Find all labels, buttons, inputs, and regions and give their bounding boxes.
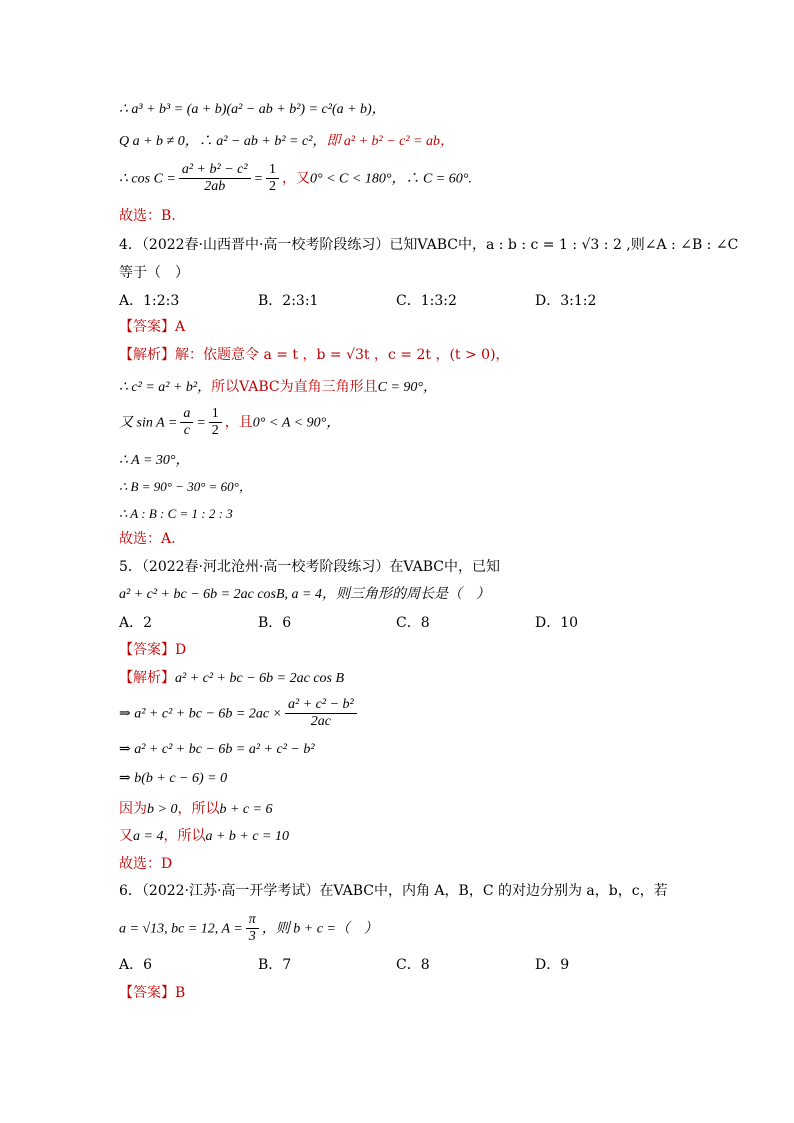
sol3-equals: =: [253, 171, 264, 187]
q4-sin-half-den: 2: [211, 423, 219, 438]
q4-stem-line1: 4．（2022春·山西晋中·高一校考阶段练习）已知VABC中，a : b : c = 1 : √3 : 2 ,则∠A : ∠B : ∠C: [119, 237, 739, 253]
sol3-fraction-num: a² + b² − c²: [179, 162, 251, 179]
sol3-cos-label: ∴ cos C =: [119, 171, 176, 187]
q5-option-b: B．6: [258, 615, 292, 631]
q4-sin-half-num: 1: [209, 406, 222, 423]
sol3-again: ，又: [282, 170, 311, 187]
q4-analysis-line5: ∴ B = 90° − 30° = 60°，: [119, 479, 252, 494]
q4-option-a: A．1:2:3: [119, 293, 180, 309]
q6-angle-fraction-num: π: [246, 912, 259, 929]
q4-sin-fraction: [180, 406, 193, 439]
q5-analysis-line6: [119, 827, 289, 846]
q6-ask: ，则 b + c =（ ）: [261, 921, 378, 937]
q6-option-b: B．7: [258, 957, 292, 973]
q5-because: 因为: [119, 801, 147, 817]
sol3-line2-math: Q a + b ≠ 0，∴ a² − ab + b² = c²，: [119, 134, 327, 149]
sol3-range: 0° < C < 180°，∴ C = 60°.: [310, 171, 472, 187]
q6-option-d: D．9: [535, 957, 570, 973]
q4-answer: 【答案】A: [119, 319, 186, 335]
q4-analysis-line2-red: 所以VABC为直角三角形且: [211, 379, 378, 395]
sol3-half: [266, 162, 279, 195]
q5-analysis-line3: ⇒ a² + c² + bc − 6b = a² + c² − b²: [119, 742, 315, 757]
q5-so: ，所以: [177, 801, 220, 817]
q5-choice: 故选：D: [119, 856, 173, 872]
sol3-line2-red: 即 a² + b² − c² = ab，: [326, 134, 455, 149]
q5-a-value: a = 4: [133, 829, 164, 844]
q5-perimeter: a + b + c = 10: [205, 829, 290, 844]
q4-analysis-line6: ∴ A : B : C = 1 : 2 : 3: [119, 506, 233, 521]
q6-stem-line1: 6．（2022·江苏·高一开学考试）在VABC中，内角 A，B，C 的对边分别为 a，b，c，若: [119, 883, 668, 899]
q5-analysis-label: 【解析】: [119, 670, 175, 686]
q5-so2: ，所以: [163, 828, 206, 844]
sol3-line3: [119, 162, 472, 195]
q4-stem-line2: 等于（ ）: [119, 265, 189, 281]
q5-analysis-line5: [119, 800, 273, 819]
q4-analysis-label: 【解析】: [119, 347, 175, 363]
q4-analysis-text: 解：依题意令 a = t ，b = √3t ，c = 2t ，(t > 0)，: [175, 347, 510, 363]
q4-choice: 故选：A.: [119, 531, 176, 547]
q4-analysis-line2-tail: C = 90°，: [377, 380, 438, 395]
q4-analysis-line2-math: ∴ c² = a² + b²，: [119, 380, 212, 395]
q6-option-a: A．6: [119, 957, 153, 973]
q4-analysis-line3: [119, 406, 340, 439]
q6-angle-fraction-den: 3: [248, 929, 256, 944]
q4-angle-range: 0° < A < 90°，: [252, 415, 341, 431]
q5-option-d: D．10: [535, 615, 579, 631]
q4-sin-fraction-den: c: [183, 423, 190, 438]
q6-given: a = √13, bc = 12, A =: [119, 921, 243, 937]
q5-analysis-line1: [119, 669, 344, 688]
q6-angle-fraction: [246, 912, 259, 945]
q5-also: 又: [119, 828, 133, 844]
q5-b-positive: b > 0: [147, 802, 178, 817]
q6-answer: 【答案】B: [119, 985, 186, 1001]
q4-and: ，且: [224, 414, 253, 431]
q5-analysis-line2: [119, 697, 360, 730]
q5-b-plus-c: b + c = 6: [219, 802, 273, 817]
q5-analysis-line4: ⇒ b(b + c − 6) = 0: [119, 771, 228, 786]
q4-sin-fraction-num: a: [180, 406, 193, 423]
q4-analysis-line4: ∴ A = 30°，: [119, 453, 190, 468]
sol3-line1: ∴ a³ + b³ = (a + b)(a² − ab + b²) = c²(a + b)，: [119, 102, 386, 117]
sol3-half-num: 1: [266, 162, 279, 179]
q5-answer: 【答案】D: [119, 642, 187, 658]
q5-stem-line1: 5．（2022春·河北沧州·高一校考阶段练习）在VABC中，已知: [119, 559, 500, 575]
q6-stem-line2: [119, 912, 378, 945]
q5-option-c: C．8: [396, 615, 430, 631]
q5-analysis-eq1: a² + c² + bc − 6b = 2ac cos B: [175, 671, 345, 686]
q4-option-b: B．2:3:1: [258, 293, 319, 309]
q4-sin-label: 又 sin A =: [119, 415, 178, 431]
sol3-fraction-den: 2ab: [204, 179, 226, 194]
q5-analysis-eq2: ⇒ a² + c² + bc − 6b = 2ac ×: [119, 706, 283, 722]
q6-option-c: C．8: [396, 957, 430, 973]
q4-option-d: D．3:1:2: [535, 293, 597, 309]
q4-analysis-line1: [119, 346, 510, 364]
q5-option-a: A．2: [119, 615, 153, 631]
sol3-choice: 故选：B.: [119, 208, 176, 224]
q4-analysis-line2: [119, 378, 437, 397]
q4-sin-equals: =: [196, 415, 206, 431]
q4-option-c: C．1:3:2: [396, 293, 457, 309]
sol3-half-den: 2: [269, 179, 277, 194]
q4-sin-half: [209, 406, 222, 439]
sol3-fraction: [179, 162, 251, 195]
q5-cos-fraction-num: a² + c² − b²: [285, 697, 357, 714]
q5-stem-line2: a² + c² + bc − 6b = 2ac cosB, a = 4，则三角形的周长是（ ）: [119, 587, 490, 602]
q5-cos-fraction: [285, 697, 357, 730]
q5-cos-fraction-den: 2ac: [310, 714, 331, 729]
sol3-line2: [119, 132, 454, 151]
